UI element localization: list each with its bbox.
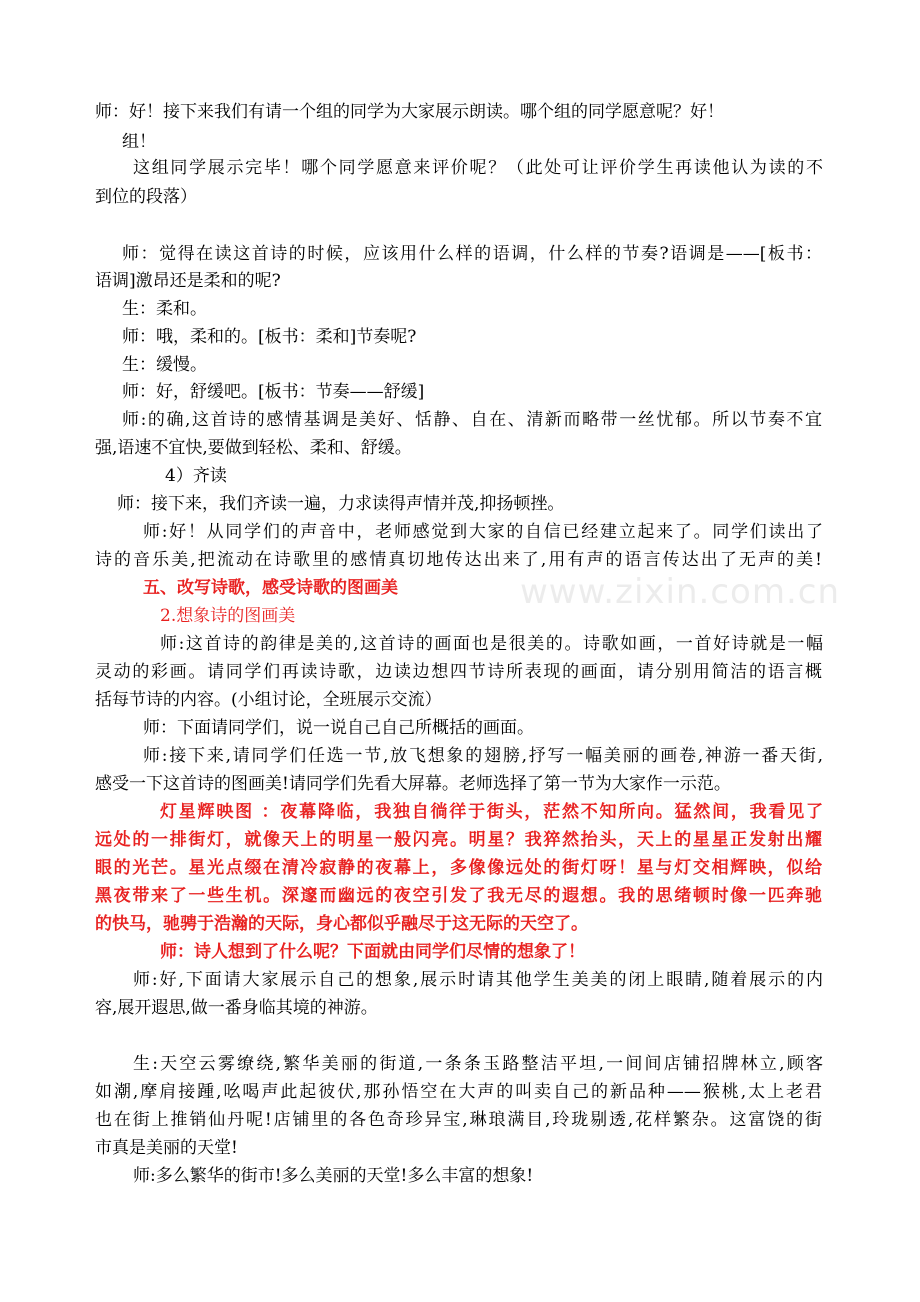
sample-paragraph-line: 黑夜带来了一些生机。深邃而幽远的夜空引发了我无尽的遐想。我的思绪顿时像一匹奔驰: [95, 886, 822, 906]
sample-paragraph-line: 眼的光芒。星光点缀在清冷寂静的夜幕上，多像像远处的街灯呀！星与灯交相辉映，似给: [95, 858, 822, 878]
paragraph-line: 诗的音乐美,把流动在诗歌里的感情真切地传达出来了,用有声的语言传达出了无声的美!: [95, 550, 822, 570]
paragraph-line: 师：好！接下来我们有请一个组的同学为大家展示朗读。哪个组的同学愿意呢？好！: [95, 102, 724, 122]
paragraph-line: 这组同学展示完毕！哪个同学愿意来评价呢？（此处可让评价学生再读他认为读的不: [133, 158, 823, 178]
paragraph-line: 师：接下来，我们齐读一遍，力求读得声情并茂,抑扬顿挫。: [117, 494, 565, 514]
paragraph-line: 师:好,下面请大家展示自己的想象,展示时请其他学生美美的闭上眼睛,随着展示的内: [133, 970, 823, 990]
paragraph-line: 师:多么繁华的街市!多么美丽的天堂!多么丰富的想象!: [133, 1166, 534, 1186]
paragraph-line: 语调]激昂还是柔和的呢?: [95, 271, 281, 291]
paragraph-line: 组！: [122, 132, 156, 152]
paragraph-line: 师:接下来,请同学们任选一节,放飞想象的翅膀,抒写一幅美丽的画卷,神游一番天街,: [143, 746, 823, 766]
section-heading: 五、改写诗歌，感受诗歌的图画美: [143, 578, 398, 598]
paragraph-line: 也在街上推销仙丹呢!店铺里的各色奇珍异宝,琳琅满目,玲珑剔透,花样繁杂。这富饶的街: [95, 1110, 822, 1130]
paragraph-line: 灵动的彩画。请同学们再读诗歌，边读边想四节诗所表现的画面，请分别用简洁的语言概: [95, 662, 822, 682]
paragraph-line: 生：柔和。: [122, 299, 207, 319]
paragraph-line: 生：缓慢。: [122, 355, 207, 375]
subsection-heading: 2.想象诗的图画美: [160, 606, 296, 626]
paragraph-line: 师：下面请同学们，说一说自己自己所概括的画面。: [143, 718, 534, 738]
watermark: www.zixin.com.cn: [520, 572, 840, 612]
paragraph-line: 师：觉得在读这首诗的时候，应该用什么样的语调，什么样的节奏?语调是——[板书：: [122, 244, 822, 264]
sample-paragraph-line: 师：诗人想到了什么呢？下面就由同学们尽情的想象了！: [160, 942, 585, 962]
paragraph-line: 4）齐读: [165, 466, 227, 486]
paragraph-line: 师:的确,这首诗的感情基调是美好、恬静、自在、清新而略带一丝忧郁。所以节奏不宜: [122, 410, 822, 430]
sample-paragraph-line: 灯星辉映图 ：夜幕降临，我独自徜徉于街头，茫然不知所向。猛然间，我看见了: [160, 802, 823, 822]
paragraph-line: 感受一下这首诗的图画美!请同学们先看大屏幕。老师选择了第一节为大家作一示范。: [95, 774, 731, 794]
paragraph-line: 强,语速不宜快,要做到轻松、柔和、舒缓。: [95, 438, 412, 458]
paragraph-line: 市真是美丽的天堂!: [95, 1138, 238, 1158]
paragraph-line: 到位的段落）: [95, 187, 197, 207]
paragraph-line: 师：好，舒缓吧。[板书：节奏——舒缓]: [122, 382, 425, 402]
paragraph-line: 如潮,摩肩接踵,吆喝声此起彼伏,那孙悟空在大声的叫卖自己的新品种——猴桃,太上老君: [95, 1082, 822, 1102]
sample-paragraph-line: 的快马，驰骋于浩瀚的天际，身心都似乎融尽于这无际的天空了。: [95, 914, 588, 934]
paragraph-line: 容,展开遐思,做一番身临其境的神游。: [95, 998, 378, 1018]
paragraph-line: 师：哦，柔和的。[板书：柔和]节奏呢?: [122, 327, 417, 347]
paragraph-line: 师:好！从同学们的声音中，老师感觉到大家的自信已经建立起来了。同学们读出了: [143, 522, 823, 542]
sample-paragraph-line: 远处的一排街灯，就像天上的明星一般闪亮。明星？我猝然抬头，天上的星星正发射出耀: [95, 830, 822, 850]
paragraph-line: 师:这首诗的韵律是美的,这首诗的画面也是很美的。诗歌如画，一首好诗就是一幅: [160, 634, 823, 654]
paragraph-line: 括每节诗的内容。(小组讨论，全班展示交流）: [95, 690, 442, 710]
paragraph-line: 生:天空云雾缭绕,繁华美丽的街道,一条条玉路整洁平坦,一间间店铺招牌林立,顾客: [133, 1054, 823, 1074]
